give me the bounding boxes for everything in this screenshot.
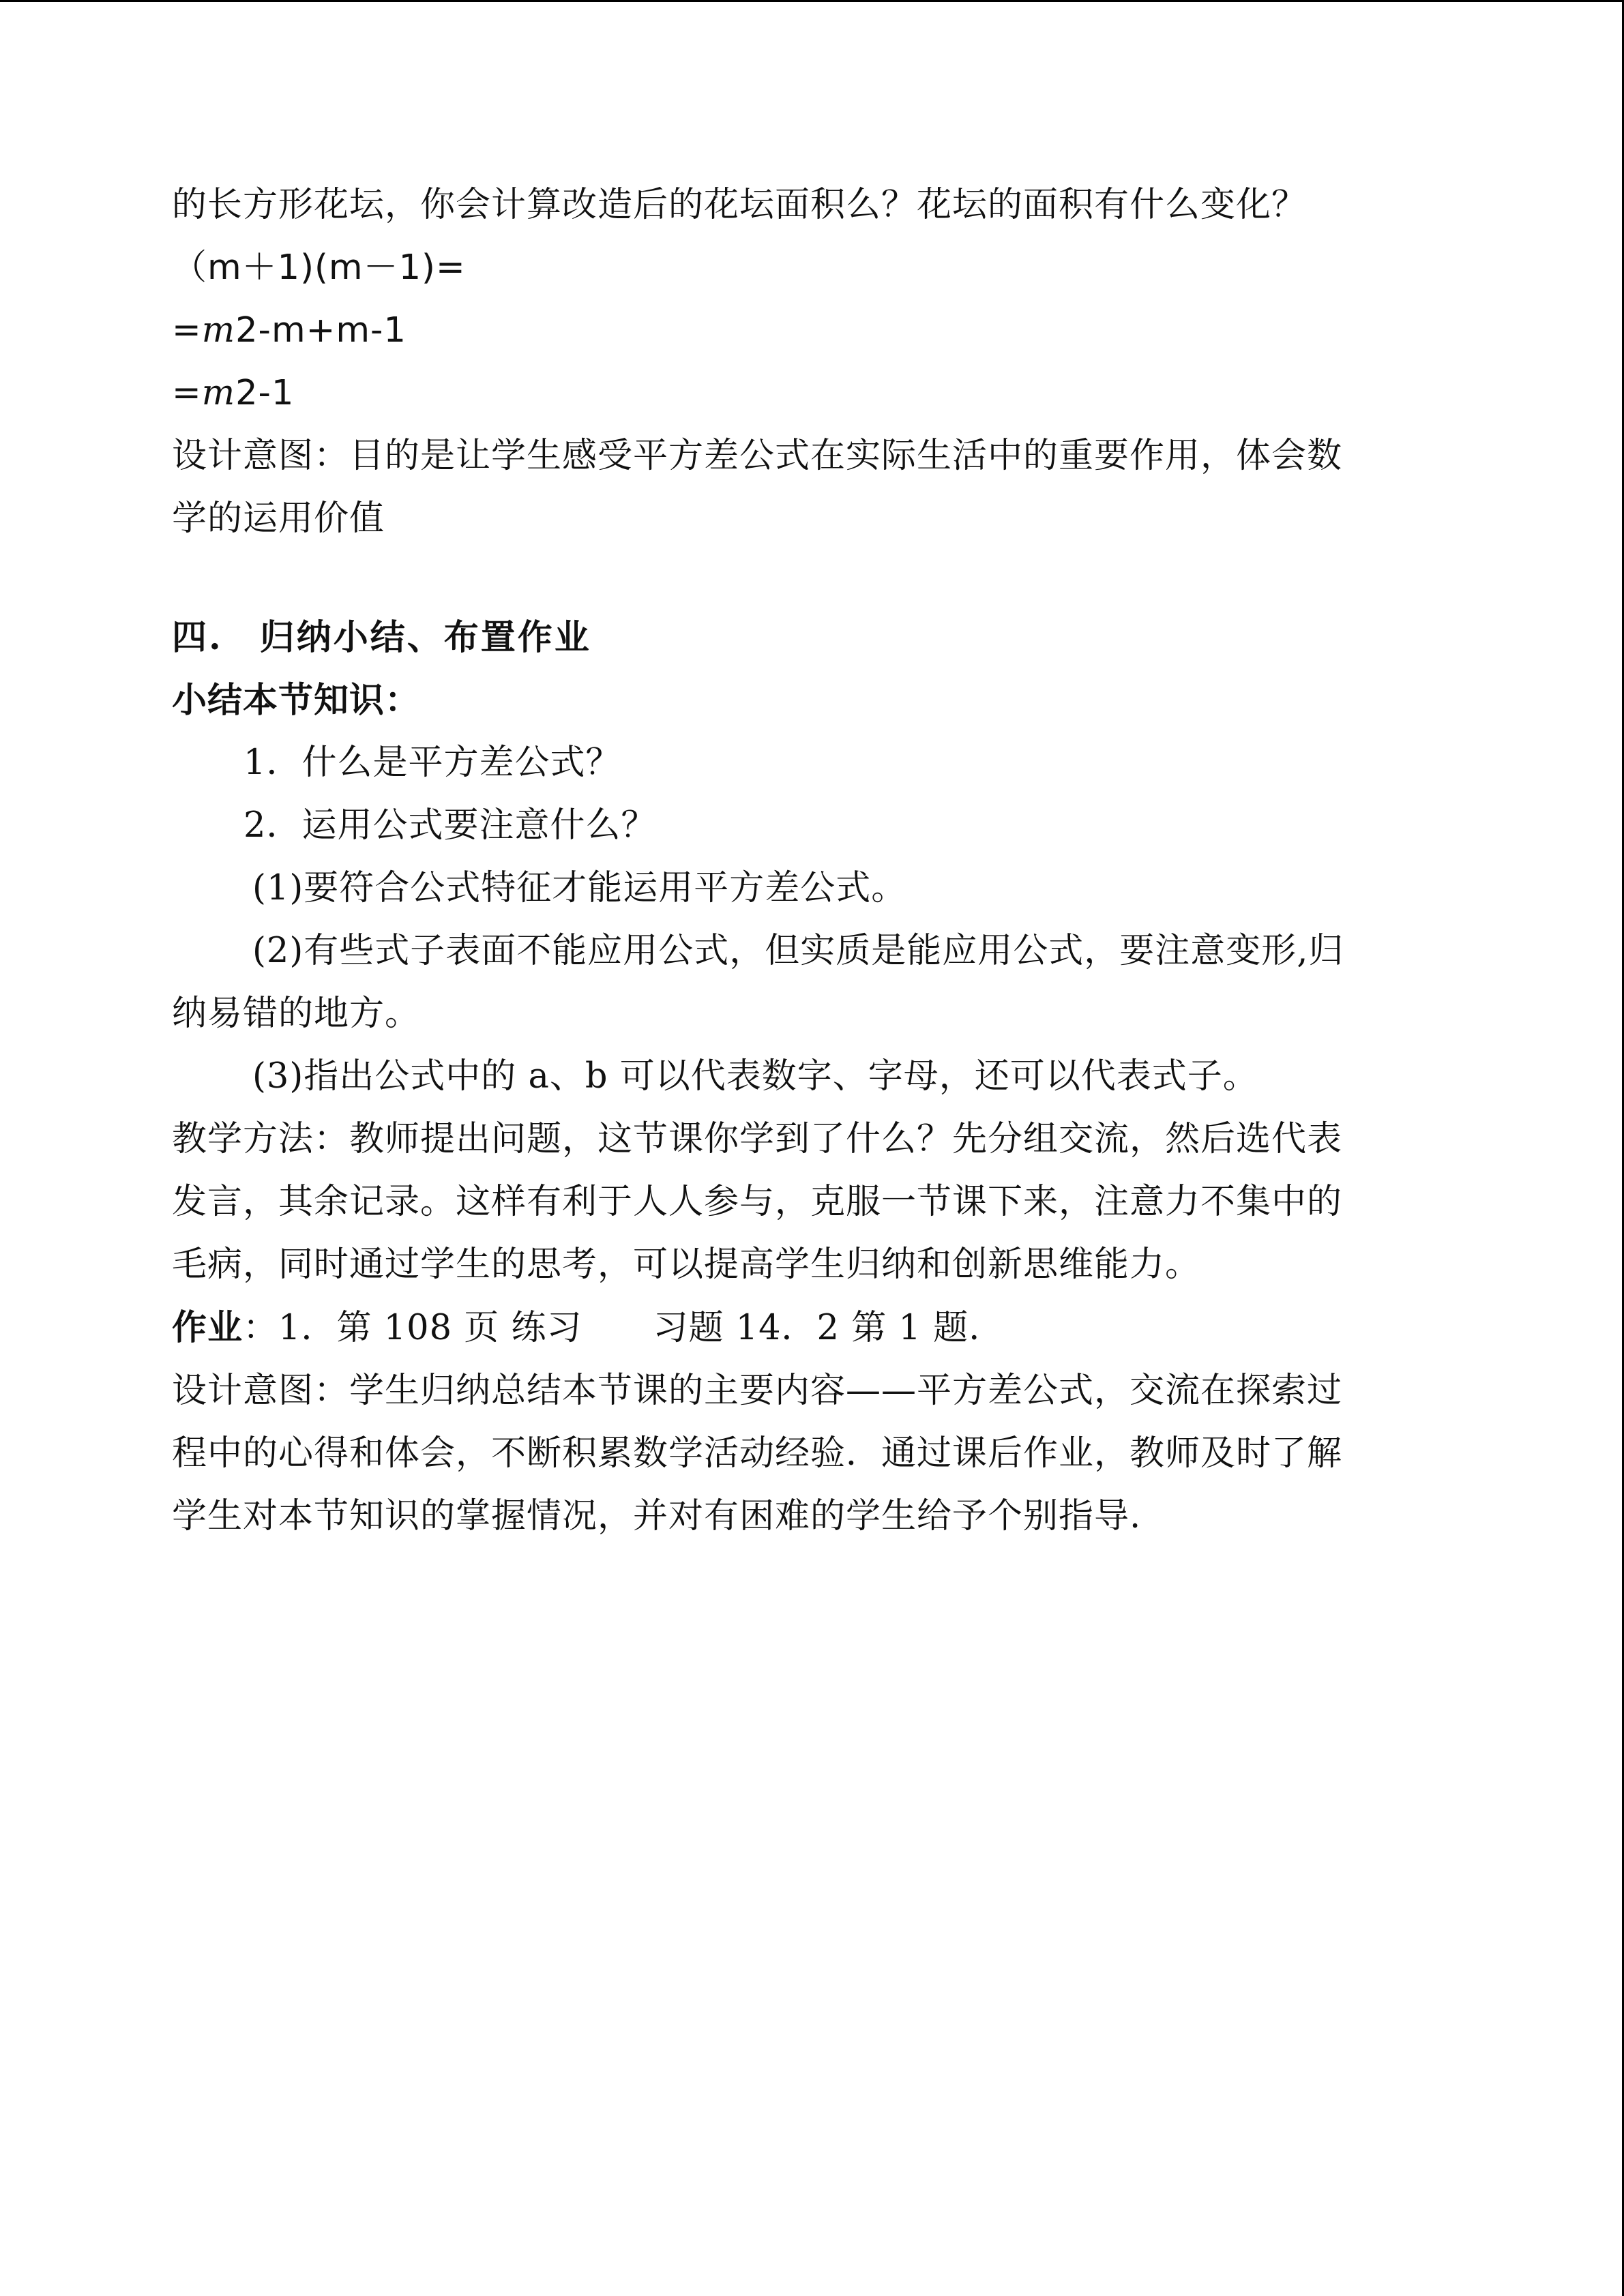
teaching-method-line: 发言，其余记录。这样有利于人人参与，克服一节课下来，注意力不集中的	[172, 1182, 1343, 1222]
equation-variable: m	[201, 310, 236, 351]
summary-note-2: (2)有些式子表面不能应用公式，但实质是能应用公式，要注意变形,归	[252, 931, 1344, 971]
summary-note-1: (1)要符合公式特征才能运用平方差公式。	[252, 868, 907, 908]
paragraph-gap	[172, 550, 1441, 606]
equation-variable: m	[201, 373, 236, 413]
design-intent-line: 设计意图：目的是让学生感受平方差公式在实际生活中的重要作用，体会数	[172, 436, 1343, 476]
summary-question-1: 1．什么是平方差公式？	[243, 743, 621, 783]
teaching-method-line: 教学方法：教师提出问题，这节课你学到了什么？先分组交流，然后选代表	[172, 1119, 1343, 1159]
design-intent-line: 设计意图：学生归纳总结本节课的主要内容——平方差公式，交流在探索过	[172, 1371, 1343, 1411]
design-intent-line: 学生对本节知识的掌握情况，并对有困难的学生给予个别指导.	[172, 1496, 1142, 1536]
equation-text: 2-1	[235, 373, 295, 413]
equation-text: 2-m+m-1	[235, 310, 407, 351]
homework-label: 作业	[172, 1307, 243, 1348]
section-heading: 四. 归纳小结、布置作业	[172, 617, 591, 658]
equation-line-2	[172, 299, 1441, 362]
page-top-border	[0, 0, 1624, 2]
equation-line-1: （m＋1)(m－1)=	[172, 248, 466, 288]
homework-text: ：1．第 108 页 练习 习题 14．2 第 1 题.	[243, 1308, 981, 1348]
equation-text: =	[172, 373, 202, 413]
summary-question-2: 2．运用公式要注意什么？	[243, 805, 657, 846]
paragraph-line: 的长方形花坛，你会计算改造后的花坛面积么？花坛的面积有什么变化？	[172, 185, 1308, 225]
summary-label: 小结本节知识：	[172, 680, 421, 721]
summary-note-2-cont: 纳易错的地方。	[172, 994, 421, 1034]
design-intent-line: 程中的心得和体会，不断积累数学活动经验．通过课后作业，教师及时了解	[172, 1433, 1343, 1474]
homework-line	[172, 1296, 1441, 1360]
equation-text: =	[172, 310, 202, 351]
document-page	[172, 174, 1441, 1548]
teaching-method-line: 毛病，同时通过学生的思考，可以提高学生归纳和创新思维能力。	[172, 1244, 1201, 1285]
design-intent-line: 学的运用价值	[172, 498, 385, 539]
summary-note-3: (3)指出公式中的 a、b 可以代表数字、字母，还可以代表式子。	[252, 1056, 1258, 1097]
equation-line-3	[172, 362, 1441, 425]
